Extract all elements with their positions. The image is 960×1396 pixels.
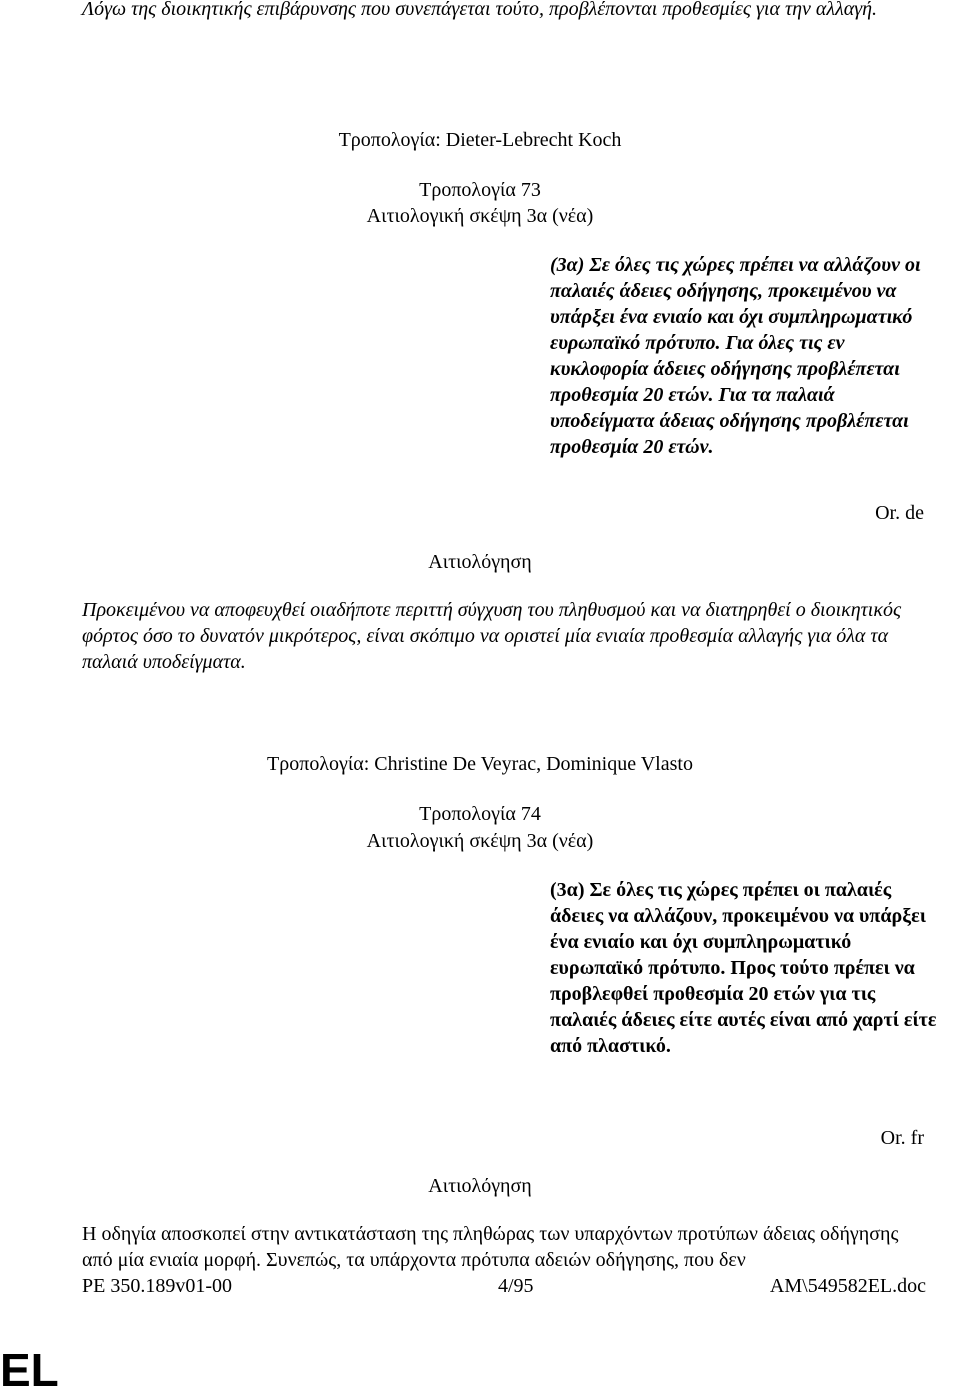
amendment-73-original-language: Or. de xyxy=(875,502,924,524)
amendment-74-number: Τροπολογία 74 xyxy=(419,803,541,825)
amendment-73-text: (3α) Σε όλες τις χώρες πρέπει να αλλάζουν οι παλαιές άδειες οδήγησης, προκειμένου να υπάρξει ένα ενιαίο και όχι συμπληρωματικό ευρωπαϊκό πρότυπο. Για όλες τις εν κυκλοφορία άδειες οδήγησης προβλέπεται προθεσμία 20 ετών. Για τα παλαιά υποδείγματα άδειας οδήγησης προβλέπεται προθεσμία 20 ετών. xyxy=(550,254,921,458)
amendment-74-text: (3α) Σε όλες τις χώρες πρέπει οι παλαιές άδειες να αλλάζουν, προκειμένου να υπάρξει ένα ενιαίο και όχι συμπληρωματικό ευρωπαϊκό πρότυπο. Προς τούτο πρέπει να προβλεφθεί προθεσμία 20 ετών για τις παλαιές άδειες είτε αυτές είναι από χαρτί είτε από πλαστικό. xyxy=(550,879,937,1057)
amendment-73-recital: Αιτιολογική σκέψη 3α (νέα) xyxy=(366,205,594,227)
footer-reference: PE 350.189v01-00 xyxy=(82,1275,232,1297)
amendment-74-justification-title: Αιτιολόγηση xyxy=(428,1175,532,1197)
language-badge: EL xyxy=(0,1344,59,1396)
amendment-74-original-language: Or. fr xyxy=(880,1127,924,1149)
amendment-74-recital: Αιτιολογική σκέψη 3α (νέα) xyxy=(366,830,594,852)
amendment-74-justification-text: Η οδηγία αποσκοπεί στην αντικατάσταση της πληθώρας των υπαρχόντων προτύπων άδειας οδήγησης από μία ενιαία μορφή. Συνεπώς, τα υπάρχοντα πρότυπα αδειών οδήγησης, που δεν xyxy=(82,1223,899,1271)
amendment-73-number: Τροπολογία 73 xyxy=(419,179,541,201)
intro-paragraph: Λόγω της διοικητικής επιβάρυνσης που συνεπάγεται τούτο, προβλέπονται προθεσμίες για την αλλαγή. xyxy=(82,0,878,20)
amendment-73-justification-title: Αιτιολόγηση xyxy=(428,551,532,573)
amendment-73-justification-text: Προκειμένου να αποφευχθεί οιαδήποτε περιττή σύγχυση του πληθυσμού και να διατηρηθεί ο διοικητικός φόρτος όσο το δυνατόν μικρότερος, είναι σκόπιμο να οριστεί μία ενιαία προθεσμία αλλαγής για όλα τα παλαιά υποδείγματα. xyxy=(82,599,902,673)
amendment-73-author: Τροπολογία: Dieter-Lebrecht Koch xyxy=(338,129,622,151)
footer-page-number: 4/95 xyxy=(498,1275,534,1297)
amendment-74-author: Τροπολογία: Christine De Veyrac, Dominique Vlasto xyxy=(267,753,693,775)
footer-document-name: AM\549582EL.doc xyxy=(769,1275,926,1297)
